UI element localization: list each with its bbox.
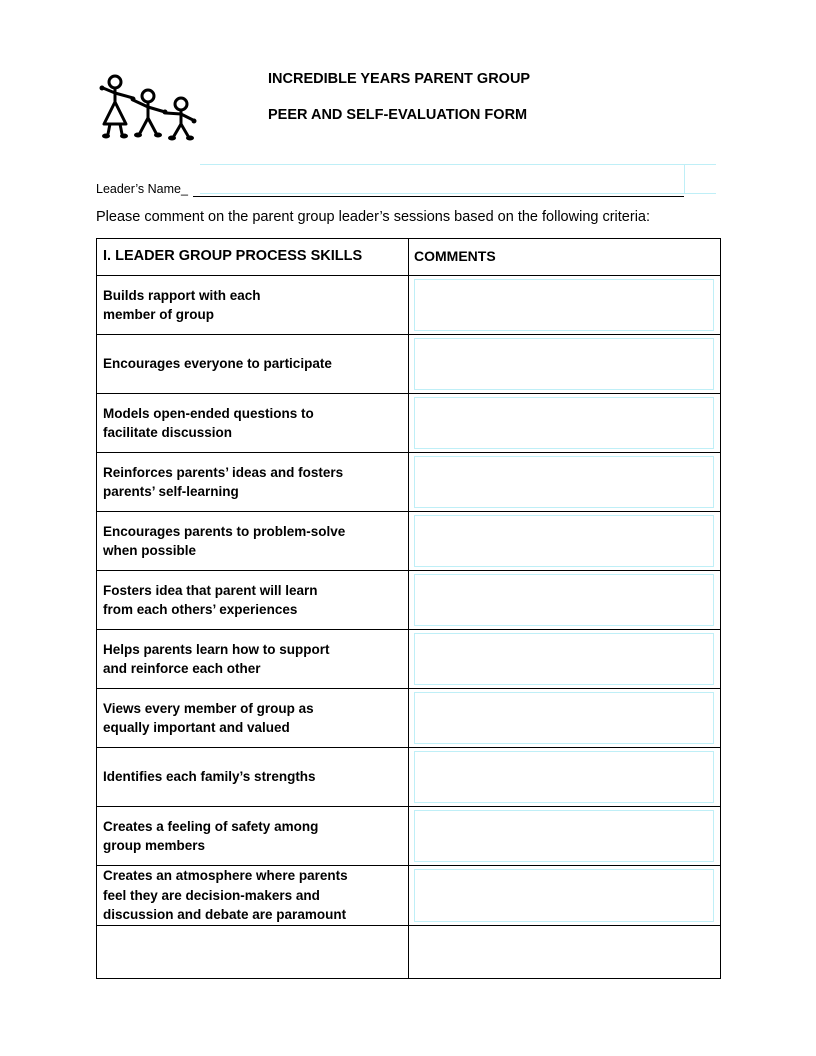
skill-criterion-line: and reinforce each other <box>103 661 261 676</box>
skill-criterion <box>97 748 409 807</box>
skill-criterion-line: member of group <box>103 307 215 322</box>
table-row <box>97 276 721 335</box>
skills-column-header: I. LEADER GROUP PROCESS SKILLS <box>97 239 409 276</box>
table-row <box>97 394 721 453</box>
skill-criterion <box>97 807 409 866</box>
skill-criterion-line: facilitate discussion <box>103 425 233 440</box>
stick-figure-family-icon <box>95 70 200 142</box>
skill-criterion-line: Encourages everyone to participate <box>103 356 332 372</box>
comment-input[interactable] <box>414 338 714 390</box>
skill-criterion-line: Models open-ended questions to <box>103 405 314 421</box>
comment-input[interactable] <box>414 397 714 449</box>
skill-criterion-line: equally important and valued <box>103 720 290 735</box>
leader-name-underline <box>193 196 684 197</box>
skill-criterion-line: Helps parents learn how to support <box>103 641 330 657</box>
skill-criterion-line: Reinforces parents’ ideas and fosters <box>103 464 344 480</box>
comment-input[interactable] <box>414 515 714 567</box>
comment-cell <box>409 689 721 748</box>
comment-input[interactable] <box>414 279 714 331</box>
comment-input[interactable] <box>414 692 714 744</box>
comment-cell <box>409 394 721 453</box>
table-row <box>97 630 721 689</box>
skill-criterion-line: Encourages parents to problem-solve <box>103 523 346 539</box>
skill-criterion-line: Identifies each family’s strengths <box>103 769 316 785</box>
comment-input[interactable] <box>414 869 714 922</box>
skill-criterion <box>97 866 409 926</box>
skill-criterion-line: Fosters idea that parent will learn <box>103 582 318 598</box>
table-row <box>97 335 721 394</box>
skill-criterion <box>97 276 409 335</box>
table-row <box>97 689 721 748</box>
leader-name-label: Leader’s Name_ <box>96 182 188 196</box>
comment-cell <box>409 335 721 394</box>
skill-criterion-line: parents’ self-learning <box>103 484 239 499</box>
table-row <box>97 807 721 866</box>
comment-cell <box>409 453 721 512</box>
skill-criterion-line: feel they are decision-makers and <box>103 887 320 903</box>
comment-cell <box>409 866 721 926</box>
evaluation-table <box>96 238 721 979</box>
skill-criterion-line: Creates an atmosphere where parents <box>103 868 348 884</box>
table-row <box>97 571 721 630</box>
instructions-text: Please comment on the parent group leader’s sessions based on the following criteria: <box>96 209 651 225</box>
skill-criterion <box>97 689 409 748</box>
comment-cell <box>409 276 721 335</box>
comments-column-header: COMMENTS <box>409 239 721 276</box>
comment-cell <box>409 630 721 689</box>
comment-cell <box>409 512 721 571</box>
comment-cell <box>409 571 721 630</box>
table-row <box>97 748 721 807</box>
skill-criterion <box>97 571 409 630</box>
skill-criterion <box>97 335 409 394</box>
comment-cell <box>409 807 721 866</box>
comment-input[interactable] <box>414 574 714 626</box>
skill-criterion-line: Creates a feeling of safety among <box>103 818 319 834</box>
skill-criterion <box>97 630 409 689</box>
empty-comment-cell <box>409 926 721 979</box>
skill-criterion-line: discussion and debate are paramount <box>103 907 347 923</box>
skill-criterion-line: group members <box>103 838 206 853</box>
comment-input[interactable] <box>414 751 714 803</box>
comment-cell <box>409 748 721 807</box>
skill-criterion <box>97 453 409 512</box>
table-row <box>97 453 721 512</box>
empty-skill-cell <box>97 926 409 979</box>
comment-input[interactable] <box>414 810 714 862</box>
form-title: INCREDIBLE YEARS PARENT GROUP <box>268 71 531 87</box>
comment-input[interactable] <box>414 633 714 685</box>
skill-criterion <box>97 512 409 571</box>
skill-criterion-line: Views every member of group as <box>103 700 314 716</box>
skill-criterion-line: when possible <box>103 543 197 558</box>
skill-criterion-line: from each others’ experiences <box>103 602 298 617</box>
skill-criterion <box>97 394 409 453</box>
table-row <box>97 512 721 571</box>
table-row-empty <box>97 926 721 979</box>
comment-input[interactable] <box>414 456 714 508</box>
table-row <box>97 866 721 926</box>
field-divider <box>684 165 685 194</box>
form-subtitle: PEER AND SELF-EVALUATION FORM <box>268 107 528 123</box>
leader-name-field[interactable] <box>200 164 716 194</box>
table-header-row <box>97 239 721 276</box>
skill-criterion-line: Builds rapport with each <box>103 287 261 303</box>
